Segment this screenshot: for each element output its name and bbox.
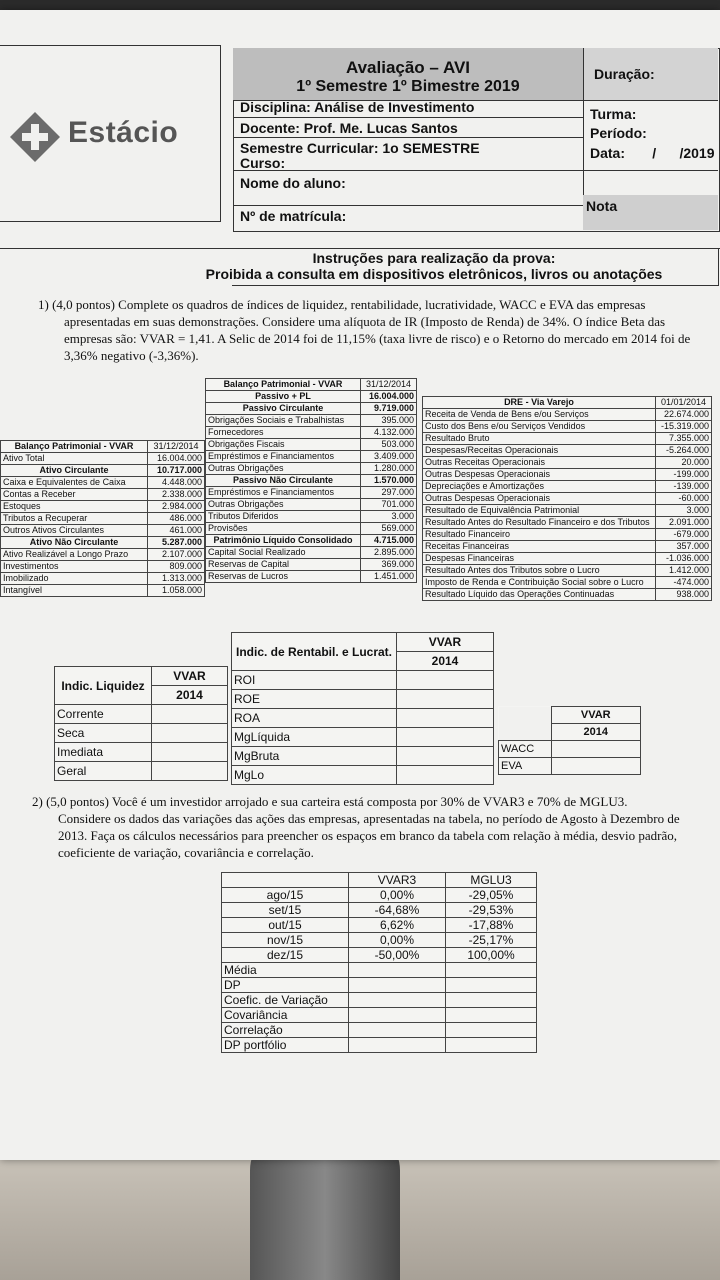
account-label: Caixa e Equivalentes de Caixa bbox=[1, 477, 148, 489]
table-row bbox=[232, 766, 494, 785]
table-row bbox=[55, 743, 228, 762]
account-label: Outras Obrigações bbox=[206, 499, 361, 511]
dre-label: Depreciações e Amortizações bbox=[423, 481, 656, 493]
account-value: 4.132.000 bbox=[361, 427, 417, 439]
assets-date: 31/12/2014 bbox=[148, 441, 205, 453]
stat-label: Correlação bbox=[222, 1023, 349, 1038]
table-row bbox=[222, 963, 537, 978]
table-row bbox=[1, 585, 205, 597]
table-row bbox=[499, 741, 641, 758]
answer-cell[interactable] bbox=[349, 1023, 446, 1038]
table-row bbox=[423, 481, 712, 493]
dre-value: 1.412.000 bbox=[656, 565, 712, 577]
account-value: 1.280.000 bbox=[361, 463, 417, 475]
table-row bbox=[206, 559, 417, 571]
question2-line4: coeficiente de variação, covariância e correlação. bbox=[58, 845, 314, 860]
account-label: Obrigações Sociais e Trabalhistas bbox=[206, 415, 361, 427]
table-row bbox=[1, 489, 205, 501]
income-statement-date: 01/01/2014 bbox=[656, 397, 712, 409]
question1-line4: 3,36% negativo (-3,36%). bbox=[64, 348, 199, 363]
dre-value: 3.000 bbox=[656, 505, 712, 517]
indicator-label: MgLíquida bbox=[232, 728, 397, 747]
answer-cell[interactable] bbox=[397, 671, 494, 690]
dre-label: Outras Despesas Operacionais bbox=[423, 493, 656, 505]
table-row bbox=[206, 451, 417, 463]
student-name-field[interactable]: Nome do aluno: bbox=[240, 175, 346, 191]
account-label: Imobilizado bbox=[1, 573, 148, 585]
table-row bbox=[206, 403, 417, 415]
instructions-heading: Instruções para realização da prova: bbox=[312, 250, 556, 266]
indicator-label: WACC bbox=[499, 741, 552, 758]
wacc-year: 2014 bbox=[551, 724, 641, 741]
returns-corner bbox=[222, 873, 349, 888]
semester: Semestre Curricular: 1o SEMESTRE bbox=[240, 140, 480, 156]
account-label: Tributos Diferidos bbox=[206, 511, 361, 523]
liquidity-company: VVAR bbox=[152, 667, 228, 686]
institution-name: Estácio bbox=[68, 116, 179, 149]
account-value: 1.313.000 bbox=[148, 573, 205, 585]
account-value: 4.715.000 bbox=[361, 535, 417, 547]
estacio-logo-icon bbox=[8, 110, 62, 164]
indicator-label: EVA bbox=[499, 758, 552, 775]
table-row bbox=[222, 1038, 537, 1053]
dre-value: -60.000 bbox=[656, 493, 712, 505]
answer-cell[interactable] bbox=[349, 1008, 446, 1023]
table-row bbox=[1, 501, 205, 513]
vvar3-return: 6,62% bbox=[349, 918, 446, 933]
account-label: Outras Obrigações bbox=[206, 463, 361, 475]
table-row bbox=[206, 499, 417, 511]
account-value: 569.000 bbox=[361, 523, 417, 535]
indicator-label: Corrente bbox=[55, 705, 152, 724]
table-row bbox=[1, 477, 205, 489]
account-value: 5.287.000 bbox=[148, 537, 205, 549]
dre-label: Custo dos Bens e/ou Serviços Vendidos bbox=[423, 421, 656, 433]
course-field[interactable]: Curso: bbox=[240, 155, 286, 171]
wacc-spacer bbox=[499, 707, 552, 724]
dre-value: -474.000 bbox=[656, 577, 712, 589]
account-value: 2.895.000 bbox=[361, 547, 417, 559]
answer-cell[interactable] bbox=[152, 743, 228, 762]
table-row bbox=[423, 409, 712, 421]
profitability-company: VVAR bbox=[397, 633, 494, 652]
wacc-company: VVAR bbox=[551, 707, 641, 724]
account-label: Contas a Receber bbox=[1, 489, 148, 501]
table-row bbox=[206, 535, 417, 547]
dre-value: 22.674.000 bbox=[656, 409, 712, 421]
table-row bbox=[55, 724, 228, 743]
table-row bbox=[1, 453, 205, 465]
profitability-title: Indic. de Rentabil. e Lucrat. bbox=[232, 633, 397, 671]
exam-subtitle: 1º Semestre 1º Bimestre 2019 bbox=[296, 78, 520, 95]
mglu3-return: 100,00% bbox=[446, 948, 537, 963]
stat-label: Média bbox=[222, 963, 349, 978]
dre-value: -5.264.000 bbox=[656, 445, 712, 457]
table-row bbox=[222, 993, 537, 1008]
dre-label: Receita de Venda de Bens e/ou Serviços bbox=[423, 409, 656, 421]
month-label: set/15 bbox=[222, 903, 349, 918]
table-row bbox=[423, 421, 712, 433]
returns-col-mglu3: MGLU3 bbox=[446, 873, 537, 888]
table-row bbox=[206, 487, 417, 499]
date-field[interactable]: Data: / /2019 bbox=[590, 145, 715, 161]
dre-label: Resultado Antes do Resultado Financeiro e dos Tributos bbox=[423, 517, 656, 529]
dre-label: Resultado de Equivalência Patrimonial bbox=[423, 505, 656, 517]
dre-label: Resultado Financeiro bbox=[423, 529, 656, 541]
dre-label: Imposto de Renda e Contribuição Social sobre o Lucro bbox=[423, 577, 656, 589]
profitability-year: 2014 bbox=[397, 652, 494, 671]
mglu3-return: -17,88% bbox=[446, 918, 537, 933]
table-row bbox=[232, 671, 494, 690]
answer-cell[interactable] bbox=[397, 709, 494, 728]
account-label: Tributos a Recuperar bbox=[1, 513, 148, 525]
account-value: 2.107.000 bbox=[148, 549, 205, 561]
account-label: Passivo + PL bbox=[206, 391, 361, 403]
table-row bbox=[423, 541, 712, 553]
month-label: nov/15 bbox=[222, 933, 349, 948]
dre-value: 938.000 bbox=[656, 589, 712, 601]
table-row bbox=[423, 469, 712, 481]
dre-value: -1.036.000 bbox=[656, 553, 712, 565]
period-field[interactable]: Período: bbox=[590, 125, 647, 141]
dre-label: Resultado Antes dos Tributos sobre o Lucro bbox=[423, 565, 656, 577]
liabilities-title: Balanço Patrimonial - VVAR bbox=[206, 379, 361, 391]
account-value: 395.000 bbox=[361, 415, 417, 427]
stat-label: Covariância bbox=[222, 1008, 349, 1023]
stat-label: DP bbox=[222, 978, 349, 993]
answer-cell[interactable] bbox=[551, 741, 641, 758]
registration-field[interactable]: Nº de matrícula: bbox=[240, 208, 347, 224]
discipline: Disciplina: Análise de Investimento bbox=[240, 99, 475, 115]
answer-cell[interactable] bbox=[349, 993, 446, 1008]
account-label: Reservas de Capital bbox=[206, 559, 361, 571]
question2-line2: Considere os dados das variações das ações das empresas, apresentadas na tabela, no período de Agosto à Dezembro de bbox=[58, 811, 680, 826]
answer-cell[interactable] bbox=[349, 1038, 446, 1053]
indicator-label: ROA bbox=[232, 709, 397, 728]
account-value: 486.000 bbox=[148, 513, 205, 525]
dre-value: 20.000 bbox=[656, 457, 712, 469]
account-value: 2.984.000 bbox=[148, 501, 205, 513]
account-value: 2.338.000 bbox=[148, 489, 205, 501]
mglu3-return: -29,05% bbox=[446, 888, 537, 903]
dre-label: Despesas Financeiras bbox=[423, 553, 656, 565]
indicator-label: MgBruta bbox=[232, 747, 397, 766]
answer-cell[interactable] bbox=[551, 758, 641, 775]
indicator-label: Geral bbox=[55, 762, 152, 781]
table-row bbox=[423, 589, 712, 601]
account-label: Ativo Realizável a Longo Prazo bbox=[1, 549, 148, 561]
account-value: 809.000 bbox=[148, 561, 205, 573]
table-row bbox=[206, 439, 417, 451]
vvar3-return: -50,00% bbox=[349, 948, 446, 963]
table-row bbox=[206, 475, 417, 487]
dre-label: Resultado Bruto bbox=[423, 433, 656, 445]
answer-cell[interactable] bbox=[397, 747, 494, 766]
account-value: 461.000 bbox=[148, 525, 205, 537]
table-row bbox=[222, 888, 537, 903]
question1-line1: 1) (4,0 pontos) Complete os quadros de índices de liquidez, rentabilidade, lucratividade, WACC e EVA das empresas bbox=[38, 297, 646, 312]
account-value: 297.000 bbox=[361, 487, 417, 499]
answer-cell[interactable] bbox=[446, 993, 537, 1008]
account-label: Empréstimos e Financiamentos bbox=[206, 487, 361, 499]
exam-title: Avaliação – AVI bbox=[345, 58, 471, 77]
table-row bbox=[1, 537, 205, 549]
header-rule bbox=[233, 170, 718, 171]
liquidity-title: Indic. Liquidez bbox=[55, 667, 152, 705]
question2-line1: 2) (5,0 pontos) Você é um investidor arrojado e sua carteira está composta por 30% de VVAR3 e 70% de MGLU3. bbox=[32, 794, 628, 809]
liquidity-year: 2014 bbox=[152, 686, 228, 705]
returns-table bbox=[221, 872, 537, 1053]
table-row bbox=[232, 690, 494, 709]
dre-label: Outras Receitas Operacionais bbox=[423, 457, 656, 469]
question1-line3: empresas são: VVAR = 1,41. A Selic de 2014 foi de 11,15% (taxa livre de risco) e o Retorno do mercado em 2014 foi de bbox=[64, 331, 691, 346]
header-rule bbox=[233, 205, 583, 206]
mglu3-return: -25,17% bbox=[446, 933, 537, 948]
indicator-label: ROI bbox=[232, 671, 397, 690]
vvar3-return: 0,00% bbox=[349, 933, 446, 948]
profitability-table bbox=[231, 632, 494, 785]
account-value: 701.000 bbox=[361, 499, 417, 511]
returns-col-vvar3: VVAR3 bbox=[349, 873, 446, 888]
table-row bbox=[222, 903, 537, 918]
table-row bbox=[222, 1023, 537, 1038]
account-value: 16.004.000 bbox=[148, 453, 205, 465]
table-row bbox=[423, 433, 712, 445]
account-label: Passivo Não Circulante bbox=[206, 475, 361, 487]
table-row bbox=[423, 493, 712, 505]
dre-label: Receitas Financeiras bbox=[423, 541, 656, 553]
dre-value: -199.000 bbox=[656, 469, 712, 481]
account-value: 3.000 bbox=[361, 511, 417, 523]
stat-label: Coefic. de Variação bbox=[222, 993, 349, 1008]
account-value: 503.000 bbox=[361, 439, 417, 451]
table-row bbox=[423, 517, 712, 529]
account-label: Empréstimos e Financiamentos bbox=[206, 451, 361, 463]
table-row bbox=[423, 505, 712, 517]
account-value: 10.717.000 bbox=[148, 465, 205, 477]
liabilities-date: 31/12/2014 bbox=[361, 379, 417, 391]
month-label: dez/15 bbox=[222, 948, 349, 963]
table-row bbox=[232, 709, 494, 728]
table-row bbox=[222, 948, 537, 963]
answer-cell[interactable] bbox=[152, 705, 228, 724]
indicator-label: Seca bbox=[55, 724, 152, 743]
table-row bbox=[423, 457, 712, 469]
account-value: 1.451.000 bbox=[361, 571, 417, 583]
account-label: Intangível bbox=[1, 585, 148, 597]
table-row bbox=[499, 758, 641, 775]
answer-cell[interactable] bbox=[397, 766, 494, 785]
answer-cell[interactable] bbox=[349, 978, 446, 993]
account-label: Ativo Total bbox=[1, 453, 148, 465]
answer-cell[interactable] bbox=[446, 963, 537, 978]
dre-value: -15.319.000 bbox=[656, 421, 712, 433]
account-label: Provisões bbox=[206, 523, 361, 535]
answer-cell[interactable] bbox=[152, 724, 228, 743]
class-field[interactable]: Turma: bbox=[590, 106, 637, 122]
account-label: Reservas de Lucros bbox=[206, 571, 361, 583]
table-row bbox=[206, 511, 417, 523]
answer-cell[interactable] bbox=[446, 1038, 537, 1053]
table-row bbox=[232, 728, 494, 747]
account-value: 16.004.000 bbox=[361, 391, 417, 403]
account-label: Patrimônio Líquido Consolidado bbox=[206, 535, 361, 547]
grade-field[interactable]: Nota bbox=[586, 198, 618, 214]
table-row bbox=[423, 553, 712, 565]
table-row bbox=[55, 705, 228, 724]
liquidity-table bbox=[54, 666, 228, 781]
table-row bbox=[222, 1008, 537, 1023]
mglu3-return: -29,53% bbox=[446, 903, 537, 918]
table-row bbox=[206, 463, 417, 475]
dre-value: 2.091.000 bbox=[656, 517, 712, 529]
table-row bbox=[206, 523, 417, 535]
question1-line2: apresentadas em suas demonstrações. Considere uma alíquota de IR (Imposto de Renda) de 34%. O índice Beta das bbox=[64, 314, 666, 329]
answer-cell[interactable] bbox=[446, 1008, 537, 1023]
account-value: 1.570.000 bbox=[361, 475, 417, 487]
account-label: Obrigações Fiscais bbox=[206, 439, 361, 451]
table-row bbox=[423, 577, 712, 589]
month-label: ago/15 bbox=[222, 888, 349, 903]
vvar3-return: -64,68% bbox=[349, 903, 446, 918]
answer-cell[interactable] bbox=[446, 978, 537, 993]
table-row bbox=[222, 978, 537, 993]
dre-label: Despesas/Receitas Operacionais bbox=[423, 445, 656, 457]
table-row bbox=[1, 465, 205, 477]
table-row bbox=[423, 445, 712, 457]
indicator-label: Imediata bbox=[55, 743, 152, 762]
table-row bbox=[1, 561, 205, 573]
table-row bbox=[206, 415, 417, 427]
account-value: 4.448.000 bbox=[148, 477, 205, 489]
table-row bbox=[1, 573, 205, 585]
dre-value: 357.000 bbox=[656, 541, 712, 553]
account-value: 3.409.000 bbox=[361, 451, 417, 463]
answer-cell[interactable] bbox=[397, 690, 494, 709]
account-value: 369.000 bbox=[361, 559, 417, 571]
wacc-eva-table bbox=[498, 706, 641, 775]
table-row bbox=[1, 549, 205, 561]
table-row bbox=[206, 547, 417, 559]
account-label: Ativo Circulante bbox=[1, 465, 148, 477]
table-row bbox=[232, 747, 494, 766]
answer-cell[interactable] bbox=[397, 728, 494, 747]
answer-cell[interactable] bbox=[446, 1023, 537, 1038]
table-row bbox=[1, 525, 205, 537]
dre-value: -679.000 bbox=[656, 529, 712, 541]
assets-title: Balanço Patrimonial - VVAR bbox=[1, 441, 148, 453]
teacher: Docente: Prof. Me. Lucas Santos bbox=[240, 120, 458, 136]
account-value: 9.719.000 bbox=[361, 403, 417, 415]
table-row bbox=[55, 762, 228, 781]
account-label: Ativo Não Circulante bbox=[1, 537, 148, 549]
table-row bbox=[423, 565, 712, 577]
vvar3-return: 0,00% bbox=[349, 888, 446, 903]
month-label: out/15 bbox=[222, 918, 349, 933]
answer-cell[interactable] bbox=[152, 762, 228, 781]
table-row bbox=[423, 529, 712, 541]
stat-label: DP portfólio bbox=[222, 1038, 349, 1053]
dre-value: -139.000 bbox=[656, 481, 712, 493]
account-label: Capital Social Realizado bbox=[206, 547, 361, 559]
dre-label: Resultado Líquido das Operações Continuadas bbox=[423, 589, 656, 601]
table-row bbox=[1, 513, 205, 525]
table-row bbox=[206, 571, 417, 583]
answer-cell[interactable] bbox=[349, 963, 446, 978]
liabilities-table bbox=[205, 378, 417, 583]
table-row bbox=[206, 427, 417, 439]
table-row bbox=[206, 391, 417, 403]
duration-label: Duração: bbox=[594, 66, 655, 82]
header-rule bbox=[233, 137, 583, 138]
question2-line3: 2013. Faça os cálculos necessários para preencher os espaços em branco da tabela com relação à média, desvio padrão, bbox=[58, 828, 678, 843]
dre-value: 7.355.000 bbox=[656, 433, 712, 445]
table-row bbox=[222, 918, 537, 933]
account-label: Outros Ativos Circulantes bbox=[1, 525, 148, 537]
assets-table bbox=[0, 440, 205, 597]
wacc-spacer bbox=[499, 724, 552, 741]
table-row bbox=[222, 933, 537, 948]
dre-label: Outras Despesas Operacionais bbox=[423, 469, 656, 481]
instructions-text: Proibida a consulta em dispositivos eletrônicos, livros ou anotações bbox=[205, 266, 663, 282]
indicator-label: MgLo bbox=[232, 766, 397, 785]
account-label: Estoques bbox=[1, 501, 148, 513]
income-statement-title: DRE - Via Varejo bbox=[423, 397, 656, 409]
account-label: Passivo Circulante bbox=[206, 403, 361, 415]
account-value: 1.058.000 bbox=[148, 585, 205, 597]
header-rule bbox=[233, 117, 583, 118]
indicator-label: ROE bbox=[232, 690, 397, 709]
income-statement-table bbox=[422, 396, 712, 601]
account-label: Fornecedores bbox=[206, 427, 361, 439]
account-label: Investimentos bbox=[1, 561, 148, 573]
